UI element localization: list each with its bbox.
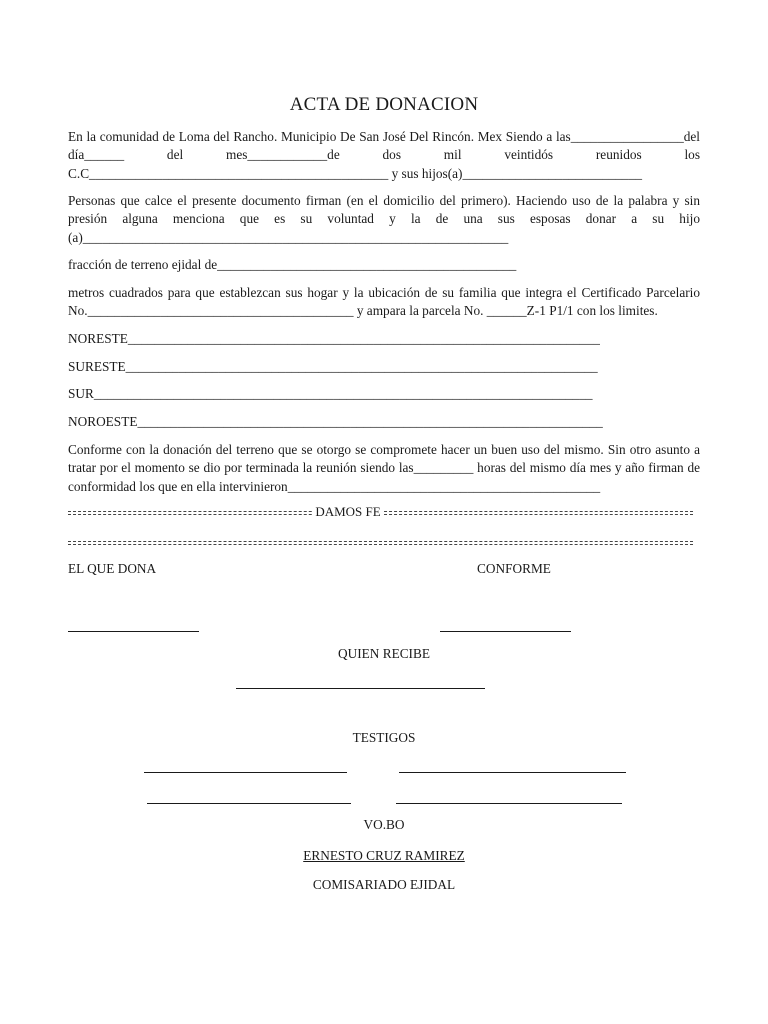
closing-paragraph: Conforme con la donación del terreno que se otorgo se compromete hacer un buen uso del mismo. Sin otro asunto a tratar por el momento se dio por terminada la reunión siendo las_________ horas del mismo día mes y año firman de conformidad los que en ella intervinieron_______________________________________________ (68, 442, 700, 494)
boundary-noreste: NORESTE_______________________________________________________________________ (68, 331, 600, 346)
damos-fe-divider (68, 505, 693, 519)
witnesses-label: TESTIGOS (352, 730, 416, 745)
conforme-label: CONFORME (477, 561, 551, 576)
damos-fe-label: DAMOS FE (312, 505, 384, 519)
boundary-sureste: SURESTE_______________________________________________________________________ (68, 359, 598, 374)
official-title: COMISARIADO EJIDAL (312, 877, 456, 892)
land-fraction-line: fracción de terreno ejidal de_____________________________________________ (68, 257, 517, 272)
intro-paragraph: En la comunidad de Loma del Rancho. Municipio De San José Del Rincón. Mex Siendo a las_________________del día______ del mes____________de dos mil veintidós reunidos los C.C_____________________________________________ y sus hijos(a)___________________________ (68, 129, 700, 181)
boundary-sur: SUR___________________________________________________________________________ (68, 386, 593, 401)
official-name: ERNESTO CRUZ RAMIREZ (303, 848, 465, 863)
witness-3-signature-line (147, 803, 351, 804)
witness-4-signature-line (396, 803, 622, 804)
donation-statement-paragraph: Personas que calce el presente documento firman (en el domicilio del primero). Haciendo uso de la palabra y sin presión alguna menciona que es su voluntad y la de una sus esposas donar a su hijo (a)________________________________________________________________ (68, 193, 700, 245)
donor-label: EL QUE DONA (68, 561, 157, 576)
receiver-label: QUIEN RECIBE (338, 646, 430, 661)
conforme-signature-line (440, 631, 571, 632)
certificate-paragraph: metros cuadrados para que establezcan sus hogar y la ubicación de su familia que integra el Certificado Parcelario No.________________________________________ y ampara la parcela No. ______Z-1 P1/1 con los limites. (68, 285, 700, 319)
dashed-divider (68, 535, 693, 549)
witness-2-signature-line (399, 772, 626, 773)
boundary-noroeste: NOROESTE______________________________________________________________________ (68, 414, 603, 429)
donor-signature-line (68, 631, 199, 632)
vobo-label: VO.BO (363, 817, 405, 832)
receiver-signature-line (236, 688, 485, 689)
witness-1-signature-line (144, 772, 347, 773)
document-title: ACTA DE DONACION (289, 94, 479, 115)
